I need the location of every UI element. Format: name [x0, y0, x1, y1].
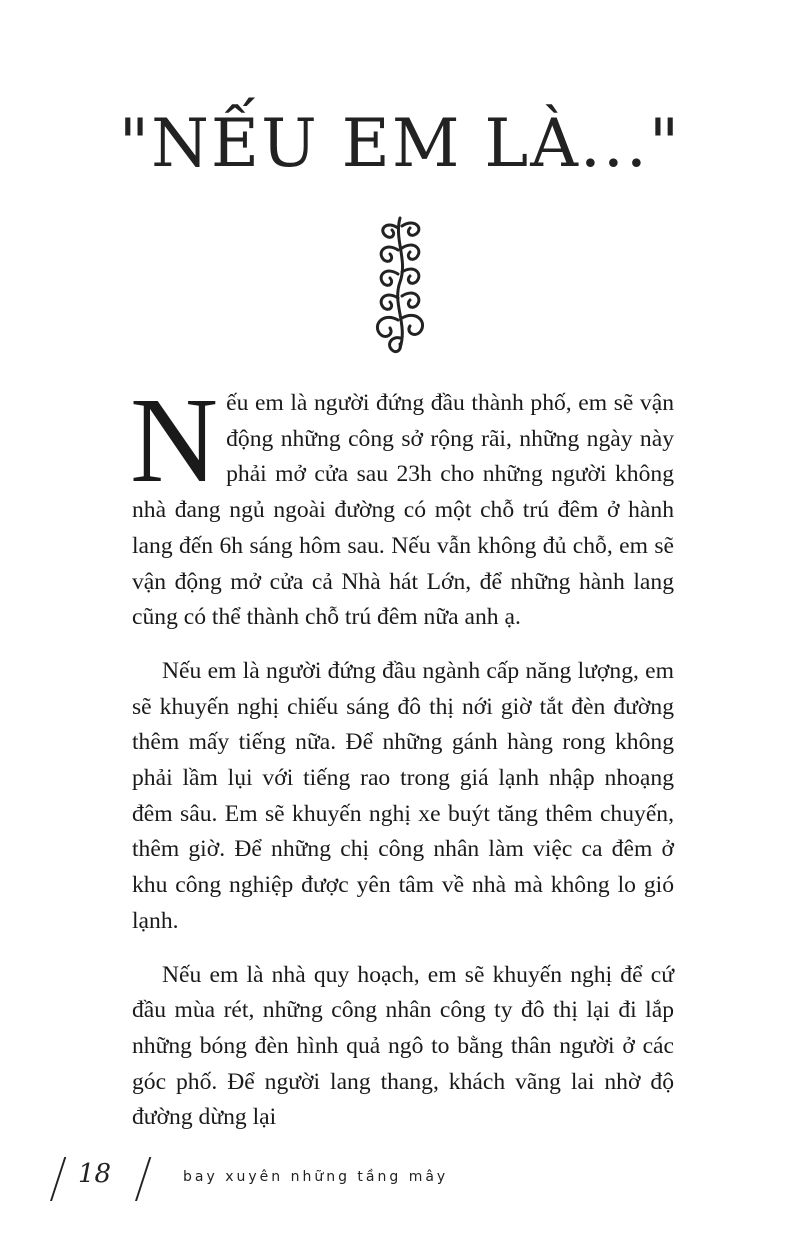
body-text	[130, 373, 674, 1154]
paragraph-1	[130, 373, 674, 636]
footer-slash-left	[50, 1157, 66, 1201]
paragraph-1-text: ếu em là người đứng đầu thành phố, em sẽ vận động những công sở rộng rãi, những ngày này phải mở cửa sau 23h cho những người không nhà đang ngủ ngoài đường có một chỗ trú đêm ở hành lang đến 6h sáng hôm sau. Nếu vẫn không đủ chỗ, em sẽ vận động mở cửa cả Nhà hát Lớn, để những hành lang cũng có thể thành chỗ trú đêm nữa anh ạ.	[132, 390, 674, 631]
scroll-vine-ornament-icon	[364, 210, 436, 355]
drop-cap: N	[130, 373, 219, 508]
page-footer	[0, 1155, 800, 1205]
page-number: 18	[78, 1159, 112, 1189]
chapter-title: "NẾU EM LÀ..."	[118, 105, 682, 182]
footer-slash-right	[135, 1157, 151, 1201]
paragraph-3: Nếu em là nhà quy hoạch, em sẽ khuyến nghị để cứ đầu mùa rét, những công nhân công ty đô thị lại đi lắp những bóng đèn hình quả ngô to bằng thân người ở các góc phố. Để người lang thang, khách vãng lai nhờ độ đường dừng lại	[132, 961, 674, 1131]
running-title: bay xuyên những tầng mây	[183, 1169, 449, 1185]
paragraph-2: Nếu em là người đứng đầu ngành cấp năng lượng, em sẽ khuyến nghị chiếu sáng đô thị nới giờ tắt đèn đường thêm mấy tiếng nữa. Để những gánh hàng rong không phải lầm lụi với tiếng rao trong giá lạnh nhập nhoạng đêm sâu. Em sẽ khuyến nghị xe buýt tăng thêm chuyến, thêm giờ. Để những chị công nhân làm việc ca đêm ở khu công nghiệp được yên tâm về nhà mà không lo gió lạnh.	[132, 657, 674, 934]
